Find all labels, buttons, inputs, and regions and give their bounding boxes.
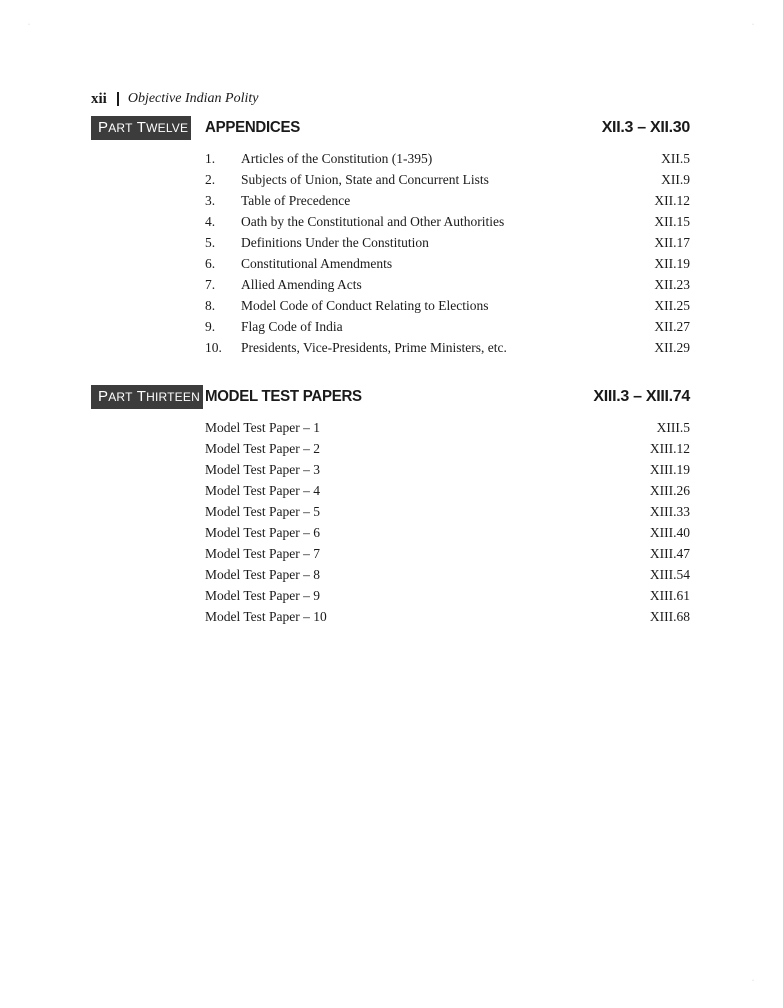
entry-number: 8. <box>205 298 216 313</box>
part-page-range: XIII.3 – XIII.74 <box>593 388 690 405</box>
toc-entry[interactable] <box>205 316 690 337</box>
entry-number: 9. <box>205 319 216 334</box>
toc-entry[interactable] <box>205 274 690 295</box>
part-thirteen-section <box>91 385 690 624</box>
crop-mark: · <box>28 22 30 28</box>
entry-title: Model Code of Conduct Relating to Elections <box>241 298 489 313</box>
entry-page: XII.27 <box>654 319 690 334</box>
entry-title: Model Test Paper – 9 <box>205 588 321 603</box>
toc-entry[interactable] <box>205 232 690 253</box>
entry-page: XII.15 <box>654 214 690 229</box>
entry-page: XII.5 <box>661 151 690 166</box>
entry-number: 3. <box>205 193 216 208</box>
toc-entry[interactable] <box>205 459 690 480</box>
toc-entry[interactable] <box>205 211 690 232</box>
entry-title: Model Test Paper – 6 <box>205 525 321 540</box>
entry-page: XII.23 <box>654 277 690 292</box>
entry-number: 7. <box>205 277 216 292</box>
toc-entry[interactable] <box>205 148 690 169</box>
entry-number: 6. <box>205 256 216 271</box>
toc-entry[interactable] <box>205 417 690 438</box>
entry-page: XII.17 <box>654 235 690 250</box>
part-title: APPENDICES <box>205 119 300 136</box>
entry-page: XIII.47 <box>649 546 690 561</box>
entry-title: Model Test Paper – 7 <box>205 546 321 561</box>
part-twelve-section <box>91 116 690 355</box>
entry-title: Flag Code of India <box>241 319 343 334</box>
toc-entry[interactable] <box>205 543 690 564</box>
entry-title: Presidents, Vice-Presidents, Prime Ministers, etc. <box>241 340 507 355</box>
entry-title: Articles of the Constitution (1-395) <box>241 151 433 166</box>
entry-page: XIII.19 <box>649 462 690 477</box>
entry-title: Allied Amending Acts <box>241 277 362 292</box>
entry-title: Constitutional Amendments <box>241 256 393 271</box>
toc-list <box>205 417 690 627</box>
toc-entry[interactable] <box>205 253 690 274</box>
entry-page: XIII.33 <box>649 504 690 519</box>
entry-title: Oath by the Constitutional and Other Authorities <box>241 214 505 229</box>
entry-page: XII.19 <box>654 256 690 271</box>
toc-entry[interactable] <box>205 564 690 585</box>
entry-page: XIII.12 <box>649 441 690 456</box>
part-heading <box>91 385 690 409</box>
entry-page: XIII.61 <box>649 588 690 603</box>
entry-number: 2. <box>205 172 216 187</box>
book-title: Objective Indian Polity <box>127 91 259 106</box>
part-heading <box>91 116 690 140</box>
toc-entry[interactable] <box>205 438 690 459</box>
toc-entry[interactable] <box>205 190 690 211</box>
toc-list <box>205 148 690 358</box>
crop-mark: · <box>752 978 754 984</box>
entry-title: Model Test Paper – 4 <box>205 483 321 498</box>
entry-title: Subjects of Union, State and Concurrent Lists <box>241 172 489 187</box>
entry-page: XIII.68 <box>649 609 690 624</box>
part-badge: PART THIRTEEN <box>91 385 203 409</box>
entry-page: XIII.54 <box>649 567 690 582</box>
part-title: MODEL TEST PAPERS <box>205 388 362 405</box>
entry-page: XII.25 <box>654 298 690 313</box>
entry-page: XIII.26 <box>649 483 690 498</box>
entry-title: Model Test Paper – 2 <box>205 441 321 456</box>
part-badge: PART TWELVE <box>91 116 191 140</box>
toc-entry[interactable] <box>205 501 690 522</box>
toc-entry[interactable] <box>205 295 690 316</box>
entry-title: Definitions Under the Constitution <box>241 235 429 250</box>
entry-page: XIII.5 <box>656 420 690 435</box>
entry-title: Model Test Paper – 10 <box>205 609 327 624</box>
entry-number: 10. <box>205 340 222 355</box>
crop-mark: · <box>752 22 754 28</box>
entry-title: Model Test Paper – 1 <box>205 420 321 435</box>
toc-entry[interactable] <box>205 480 690 501</box>
running-header <box>91 89 258 109</box>
entry-page: XII.29 <box>654 340 690 355</box>
entry-page: XII.9 <box>661 172 690 187</box>
entry-page: XIII.40 <box>649 525 690 540</box>
page-number: xii <box>91 90 107 107</box>
toc-entry[interactable] <box>205 522 690 543</box>
toc-entry[interactable] <box>205 169 690 190</box>
entry-number: 5. <box>205 235 216 250</box>
entry-title: Table of Precedence <box>241 193 351 208</box>
entry-page: XII.12 <box>654 193 690 208</box>
part-page-range: XII.3 – XII.30 <box>601 119 690 136</box>
header-divider <box>117 92 119 106</box>
toc-entry[interactable] <box>205 585 690 606</box>
toc-entry[interactable] <box>205 337 690 358</box>
entry-number: 1. <box>205 151 216 166</box>
toc-entry[interactable] <box>205 606 690 627</box>
entry-number: 4. <box>205 214 216 229</box>
entry-title: Model Test Paper – 5 <box>205 504 321 519</box>
entry-title: Model Test Paper – 8 <box>205 567 321 582</box>
entry-title: Model Test Paper – 3 <box>205 462 321 477</box>
